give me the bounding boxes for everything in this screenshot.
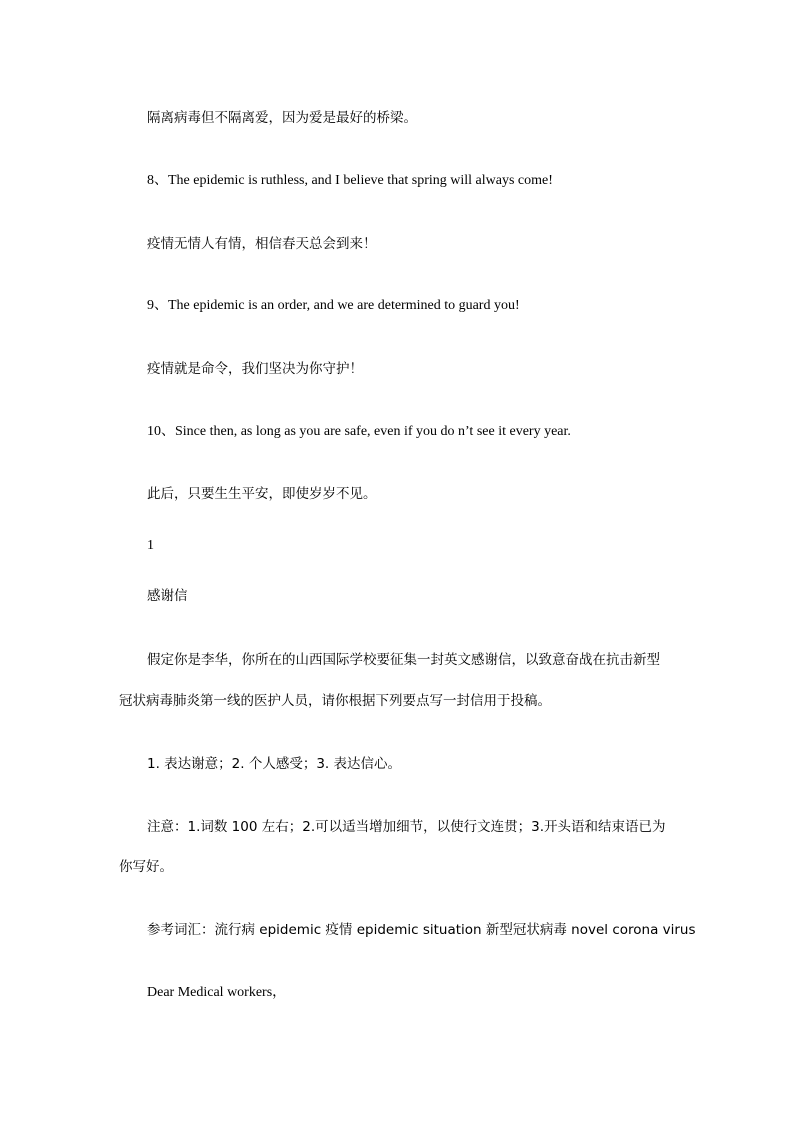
text-line-item-10-english: 10、Since then, as long as you are safe, even if you do n’t see it every year.: [147, 424, 571, 439]
notes-line-2: 你写好。: [119, 859, 173, 875]
notes-line-1: 注意：1.词数 100 左右；2.可以适当增加细节，以使行文连贯；3.开头语和结束语已为: [147, 819, 666, 835]
letter-salutation: Dear Medical workers，: [147, 985, 287, 1000]
text-line-item-8-chinese: 疫情无情人有情，相信春天总会到来！: [147, 236, 377, 252]
prompt-paragraph-line-1: 假定你是李华，你所在的山西国际学校要征集一封英文感谢信，以致意奋战在抗击新型: [147, 652, 660, 668]
text-line-item-9-chinese: 疫情就是命令，我们坚决为你守护！: [147, 361, 363, 377]
section-number: 1: [147, 538, 154, 553]
text-line-item-8-english: 8、The epidemic is ruthless, and I believe that spring will always come!: [147, 173, 553, 188]
prompt-paragraph-line-2: 冠状病毒肺炎第一线的医护人员，请你根据下列要点写一封信用于投稿。: [119, 693, 551, 709]
text-line-bridge-quote: 隔离病毒但不隔离爱，因为爱是最好的桥梁。: [147, 110, 417, 126]
text-line-item-9-english: 9、The epidemic is an order, and we are determined to guard you!: [147, 298, 520, 313]
section-title: 感谢信: [147, 588, 188, 604]
key-points: 1. 表达谢意；2. 个人感受；3. 表达信心。: [147, 756, 402, 772]
reference-vocabulary: 参考词汇：流行病 epidemic 疫情 epidemic situation 新型冠状病毒 novel corona virus: [147, 922, 696, 938]
text-line-item-10-chinese: 此后，只要生生平安，即使岁岁不见。: [147, 486, 377, 502]
